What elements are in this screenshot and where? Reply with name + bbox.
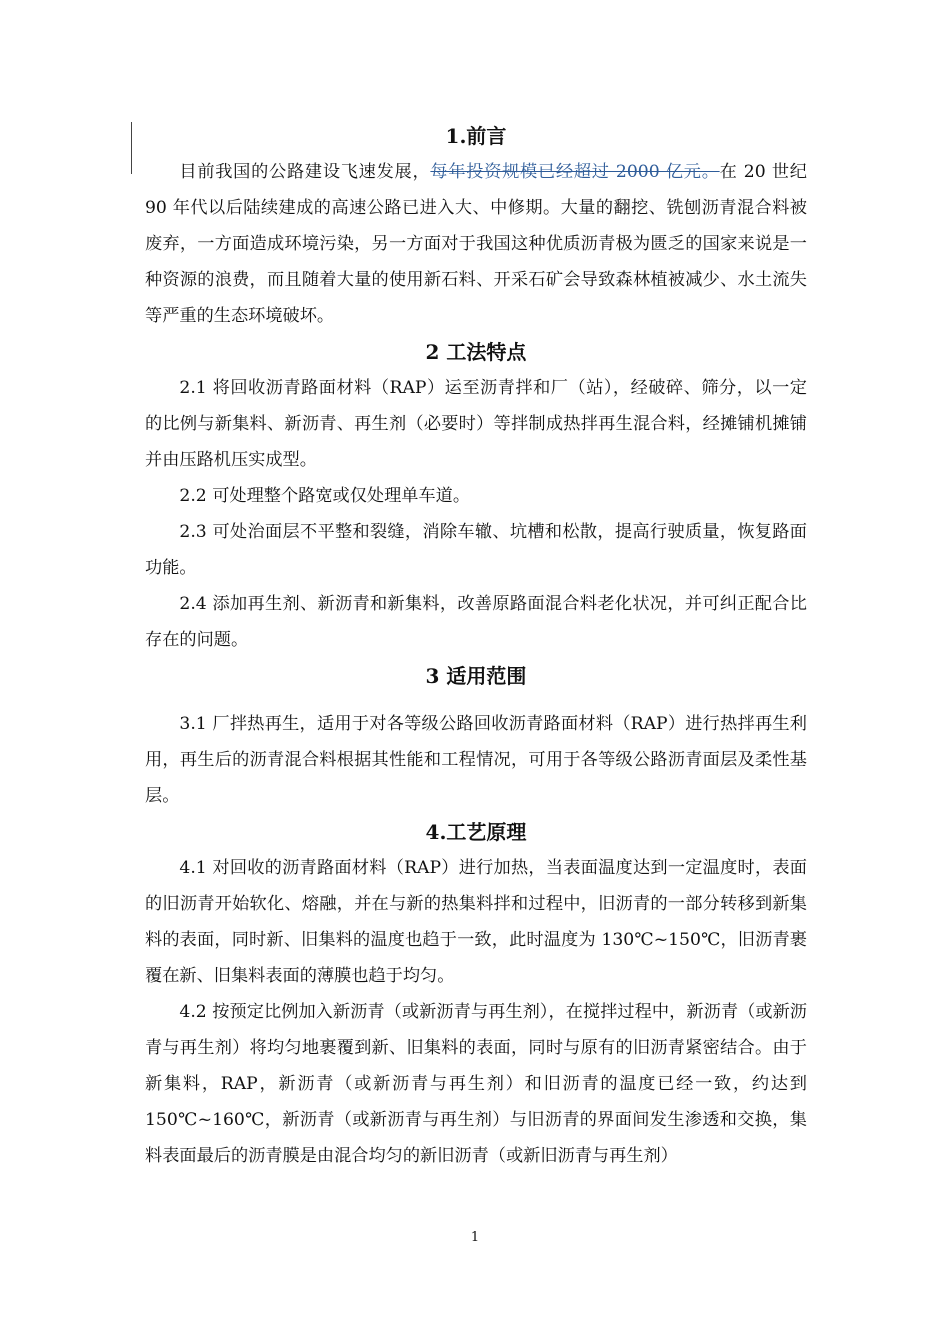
section-3-heading: 3 适用范围 [425,664,527,688]
deleted-revision-text: 每年投资规模已经超过 2000 亿元。 [430,162,720,182]
paragraph-text-before: 目前我国的公路建设飞速发展， [179,162,431,182]
paragraph-text-after: 在 20 世纪 90 年代以后陆续建成的高速公路已进入大、中修期。大量的翻挖、铣刨沥青混合料被废弃，一方面造成环境污染，另一方面对于我国这种优质沥青极为匮乏的国家来说是一种资源的浪费，而且随着大量的使用新石料、开采石矿会导致森林植被减少、水土流失等严重的生态环境破坏。 [145,162,807,326]
section-2-paragraph-3: 2.3 可处治面层不平整和裂缝，消除车辙、坑槽和松散，提高行驶质量，恢复路面功能。 [145,522,807,578]
section-4-paragraph-1: 4.1 对回收的沥青路面材料（RAP）进行加热，当表面温度达到一定温度时，表面的旧沥青开始软化、熔融，并在与新的热集料拌和过程中，旧沥青的一部分转移到新集料的表面，同时新、旧集料的温度也趋于一致，此时温度为 130℃~150℃，旧沥青裹覆在新、旧集料表面的薄膜也趋于均匀。 [145,858,807,986]
section-2-heading: 2 工法特点 [425,340,527,364]
page-number: 1 [470,1230,480,1245]
section-2-paragraph-4: 2.4 添加再生剂、新沥青和新集料，改善原路面混合料老化状况，并可纠正配合比存在的问题。 [145,594,807,650]
section-2-paragraph-2: 2.2 可处理整个路宽或仅处理单车道。 [179,486,471,506]
section-1-paragraph [145,154,807,334]
section-3-paragraph-1: 3.1 厂拌热再生，适用于对各等级公路回收沥青路面材料（RAP）进行热拌再生利用，再生后的沥青混合料根据其性能和工程情况，可用于各等级公路沥青面层及柔性基层。 [145,714,807,806]
section-2-paragraph-1: 2.1 将回收沥青路面材料（RAP）运至沥青拌和厂（站），经破碎、筛分，以一定的比例与新集料、新沥青、再生剂（必要时）等拌制成热拌再生混合料，经摊铺机摊铺并由压路机压实成型。 [145,378,807,470]
revision-change-bar [131,122,132,174]
document-body [145,118,807,1174]
section-4-paragraph-2: 4.2 按预定比例加入新沥青（或新沥青与再生剂），在搅拌过程中，新沥青（或新沥青与再生剂）将均匀地裹覆到新、旧集料的表面，同时与原有的旧沥青紧密结合。由于新集料，RAP，新沥青（或新沥青与再生剂）和旧沥青的温度已经一致，约达到 150℃~160℃，新沥青（或新沥青与再生剂）与旧沥青的界面间发生渗透和交换，集料表面最后的沥青膜是由混合均匀的新旧沥青（或新旧沥青与再生剂） [145,1002,807,1166]
section-4-heading: 4.工艺原理 [425,820,527,844]
blank-line [145,694,807,706]
section-1-heading: 1.前言 [445,124,507,148]
